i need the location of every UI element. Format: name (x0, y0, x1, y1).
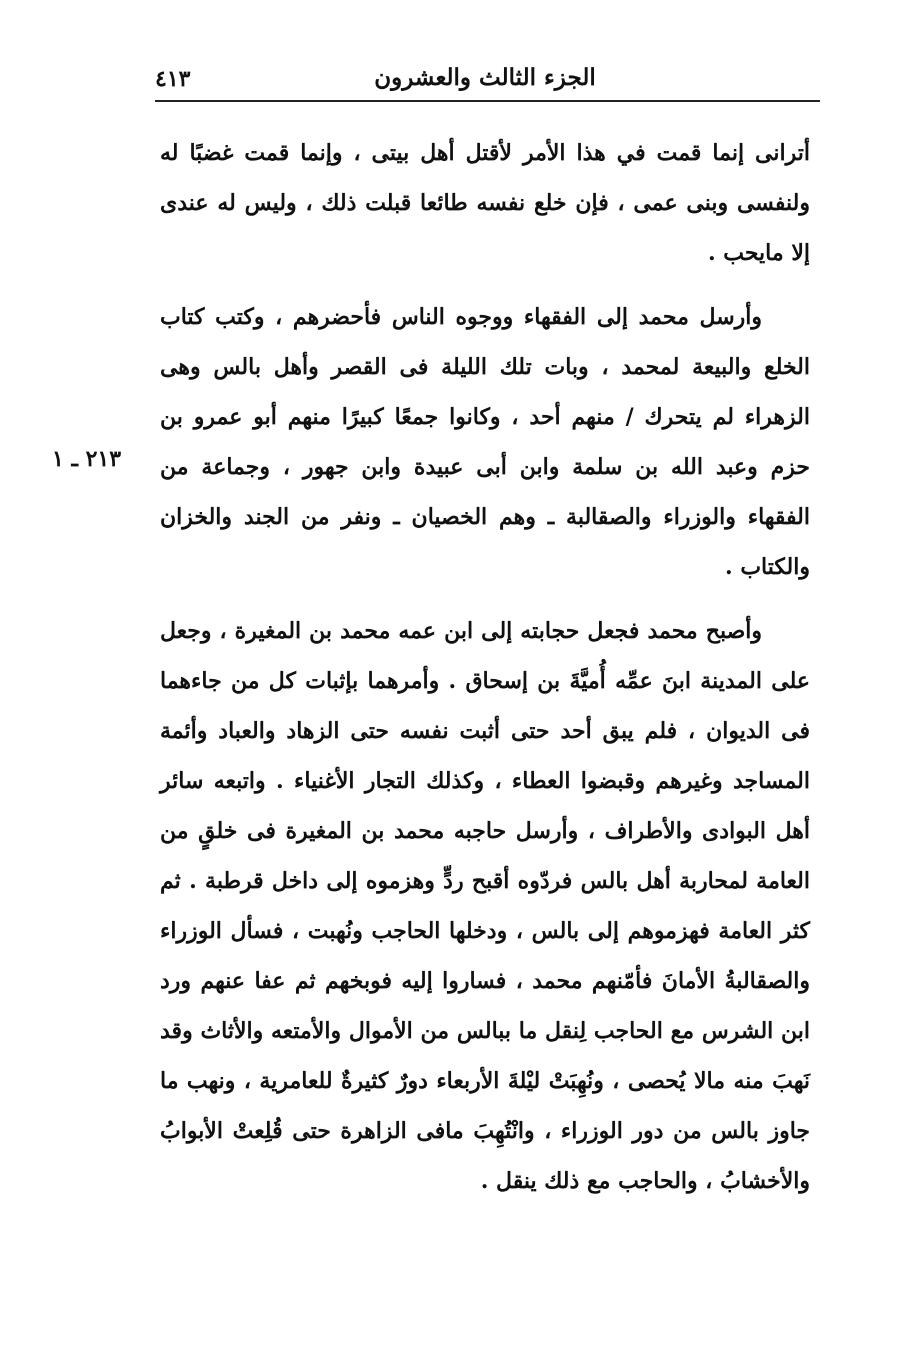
running-header (155, 60, 815, 100)
paragraph-1: أترانى إنما قمت في هذا الأمر لأقتل أهل بيتى ، وإنما قمت غضبًا له ولنفسى وبنى عمى ، فإن خلع نفسه طائعا قبلت ذلك ، وليس له عندى إلا مايحب . (160, 140, 810, 266)
margin-reference: ٢١٣ ـ ١ (52, 446, 122, 472)
header-rule (155, 100, 820, 102)
paragraph-3: وأصبح محمد فجعل حجابته إلى ابن عمه محمد بن المغيرة ، وجعل على المدينة ابنَ عمِّه أُميَّةَ بن إسحاق . وأمرهما بإثبات كل من جاءهما فى الديوان ، فلم يبق أحد حتى أثبت نفسه حتى الزهاد والعباد وأئمة المساجد وغيرهم وقبضوا العطاء ، وكذلك التجار الأغنياء . واتبعه سائر أهل البوادى والأطراف ، وأرسل حاجبه محمد بن المغيرة فى خلقٍ من العامة لمحاربة أهل بالس فردّوه أقبح ردٍّ وهزموه إلى داخل قرطبة . ثم كثر العامة فهزموهم إلى بالس ، ودخلها الحاجب ونُهبت ، فسأل الوزراء والصقالبةُ الأمانَ فأمّنهم محمد ، فساروا إليه فوبخهم ثم عفا عنهم ورد ابن الشرس مع الحاجب لِنقل ما ببالس من الأموال والأمتعه والأثاث وقد نَهبَ منه مالا يُحصى ، ونُهِبَتْ ليْلةَ الأربعاء دورٌ كثيرةٌ للعامرية ، ونهب ما جاوز بالس من دور الوزراء ، وانْتُهِبَ مافى الزاهرة حتى قُلِعتْ الأبوابُ والأخشابُ ، والحاجب مع ذلك ينقل . (160, 618, 810, 1194)
body-text (160, 128, 810, 1206)
chapter-title: الجزء الثالث والعشرون (374, 64, 596, 91)
page-number: ٤١٣ (155, 66, 191, 92)
paragraph-2: وأرسل محمد إلى الفقهاء ووجوه الناس فأحضرهم ، وكتب كتاب الخلع والبيعة لمحمد ، وبات تلك الليلة فى القصر وأهل بالس وهى الزهراء لم يتحرك / منهم أحد ، وكانوا جمعًا كبيرًا منهم أبو عمرو بن حزم وعبد الله بن سلمة وابن أبى عبيدة وابن جهور ، وجماعة من الفقهاء والوزراء والصقالبة ـ وهم الخصيان ـ ونفر من الجند والخزان والكتاب . (160, 304, 810, 580)
